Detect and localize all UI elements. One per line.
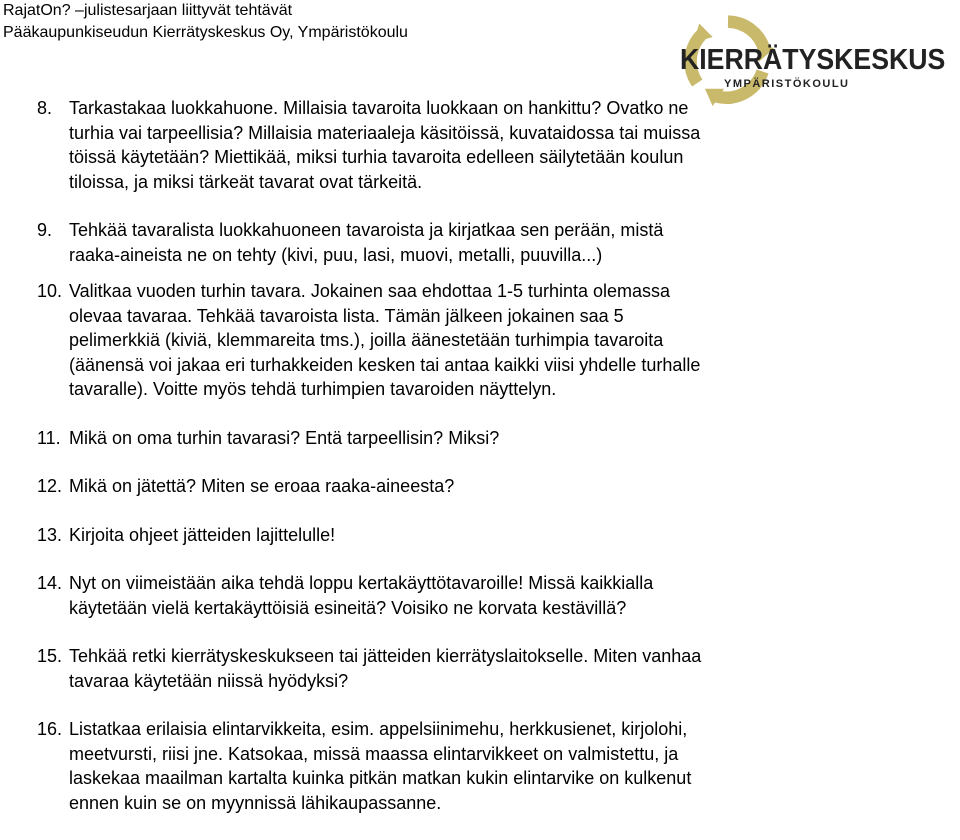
task-number: 16. [37,719,63,739]
task-text-line: tiloissa, ja miksi tärkeät tavarat ovat tärkeitä. [69,171,423,192]
task-number: 12. [37,476,63,496]
task-number: 13. [37,524,63,545]
logo-name: KIERRÄTYSKESKUS [680,44,946,76]
task-text-line: Nyt on viimeistään aika tehdä loppu kertakäyttötavaroille! Missä kaikkialla [69,573,654,593]
task-text-line: pelimerkkiä (kiviä, klemmareita tms.), joilla äänestetään turhimpia tavaroita [69,330,664,350]
task-text-line: olevaa tavaraa. Tehkää tavaroista lista. Tämän jälkeen jokainen saa 5 [69,305,624,326]
task-item [37,717,837,815]
logo-subtitle: YMPÄRISTÖKOULU [724,78,850,90]
task-number: 10. [37,281,63,301]
task-item [37,571,837,620]
task-text-line: raaka-aineista ne on tehty (kivi, puu, lasi, muovi, metalli, puuvilla...) [69,244,603,265]
task-text-line: laskekaa maailman kartalta kuinka pitkän matkan kukin elintarvike on kulkenut [69,768,692,788]
task-text-line: töissä käytetään? Miettikää, miksi turhia tavaroita edelleen säilytetään koulun [69,147,684,167]
task-list [37,96,837,815]
task-text-line: Valitkaa vuoden turhin tavara. Jokainen saa ehdottaa 1-5 turhinta olemassa [69,281,671,301]
task-text-line: (äänensä voi jakaa eri turhakkeiden kesken tai antaa kaikki viisi yhdelle turhalle [69,354,701,375]
task-text-line: käytetään vielä kertakäyttöisiä esineitä? Voisiko ne korvata kestävillä? [69,597,627,618]
task-number: 15. [37,646,63,666]
task-number: 9. [37,220,53,240]
task-text-line: turhia vai tarpeellisia? Millaisia materiaaleja käsitöissä, kuvataidossa tai muissa [69,122,701,143]
task-text-line: Kirjoita ohjeet jätteiden lajittelulle! [69,524,336,545]
task-item [37,523,837,548]
task-text-line: Tehkää retki kierrätyskeskukseen tai jätteiden kierrätyslaitokselle. Miten vanhaa [69,646,702,666]
task-text-line: Listatkaa erilaisia elintarvikkeita, esim. appelsiinimehu, herkkusienet, kirjolohi, [69,719,688,739]
task-text-line: ennen kuin se on myynnissä lähikaupassanne. [69,792,442,813]
task-text-line: Mikä on oma turhin tavarasi? Entä tarpeellisin? Miksi? [69,427,500,448]
task-text-line: Tehkää tavaralista luokkahuoneen tavaroista ja kirjatkaa sen perään, mistä [69,220,664,240]
task-item [37,644,837,693]
task-item [37,96,837,194]
task-text-line: Mikä on jätettä? Miten se eroaa raaka-aineesta? [69,476,455,496]
task-item [37,426,837,451]
task-item [37,218,837,267]
task-text-line: Tarkastakaa luokkahuone. Millaisia tavaroita luokkaan on hankittu? Ovatko ne [69,98,689,118]
task-item [37,474,837,499]
header-organization: Pääkaupunkiseudun Kierrätyskeskus Oy, Ympäristökoulu [3,24,408,41]
task-text-line: tavaralle). Voitte myös tehdä turhimpien tavaroiden näyttelyn. [69,379,557,399]
task-number: 11. [37,427,61,448]
header-title: RajatOn? –julistesarjaan liittyvät tehtävät [3,2,293,19]
task-text-line: meetvursti, riisi jne. Katsokaa, missä maassa elintarvikkeet on valmistettu, ja [69,743,679,764]
task-item [37,279,837,402]
task-number: 8. [37,98,53,118]
task-number: 14. [37,573,63,593]
task-text-line: tavaraa käytetään niissä hyödyksi? [69,670,349,691]
page-header [3,0,408,44]
